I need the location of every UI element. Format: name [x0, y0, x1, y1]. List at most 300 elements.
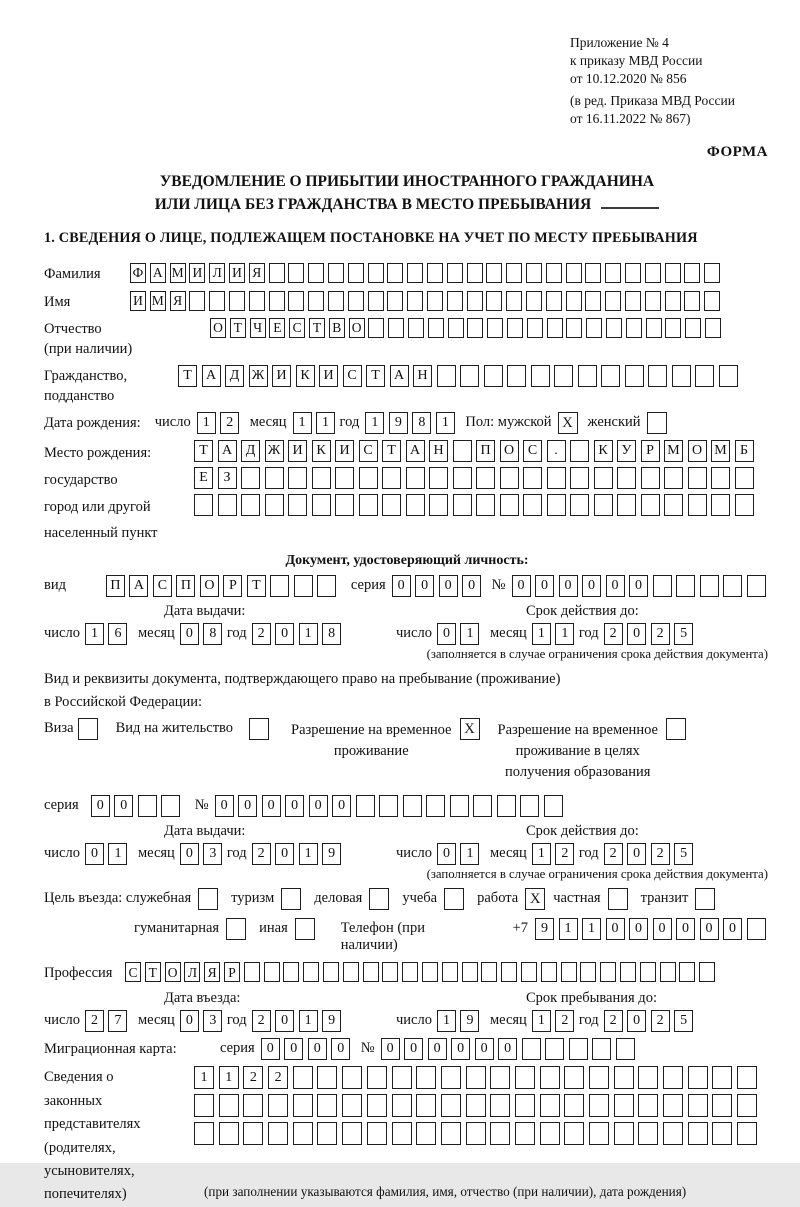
char-box[interactable] — [342, 1122, 362, 1145]
temp-residence-checkbox[interactable]: X — [460, 718, 480, 740]
char-box[interactable] — [476, 494, 495, 516]
char-box[interactable] — [704, 291, 720, 311]
char-box[interactable]: 1 — [436, 412, 455, 434]
char-box[interactable]: 0 — [723, 918, 742, 940]
char-box[interactable] — [356, 795, 375, 817]
char-box[interactable]: 0 — [285, 795, 304, 817]
char-box[interactable]: 0 — [332, 795, 351, 817]
char-box[interactable] — [645, 263, 661, 283]
char-box[interactable] — [688, 467, 707, 489]
char-box[interactable]: 0 — [606, 575, 625, 597]
char-box[interactable]: 2 — [651, 843, 670, 865]
char-box[interactable] — [506, 263, 522, 283]
char-box[interactable] — [679, 962, 695, 982]
char-box[interactable] — [684, 263, 700, 283]
char-box[interactable]: 3 — [203, 1010, 222, 1032]
char-box[interactable] — [747, 918, 766, 940]
char-box[interactable] — [723, 575, 742, 597]
char-box[interactable] — [684, 291, 700, 311]
char-box[interactable] — [288, 494, 307, 516]
char-box[interactable] — [388, 318, 404, 338]
char-box[interactable]: Ч — [250, 318, 266, 338]
char-box[interactable] — [638, 1094, 658, 1117]
char-box[interactable] — [427, 263, 443, 283]
char-box[interactable]: 0 — [114, 795, 133, 817]
char-box[interactable] — [561, 962, 577, 982]
char-box[interactable] — [441, 1066, 461, 1089]
char-box[interactable] — [312, 467, 331, 489]
char-box[interactable] — [735, 467, 754, 489]
char-box[interactable] — [288, 467, 307, 489]
char-box[interactable] — [594, 467, 613, 489]
char-box[interactable] — [617, 494, 636, 516]
char-box[interactable]: 0 — [439, 575, 458, 597]
char-box[interactable]: 0 — [498, 1038, 517, 1060]
char-box[interactable] — [566, 318, 582, 338]
char-box[interactable] — [711, 467, 730, 489]
char-box[interactable]: 1 — [460, 843, 479, 865]
char-box[interactable] — [368, 291, 384, 311]
char-box[interactable]: 0 — [415, 575, 434, 597]
char-box[interactable] — [695, 365, 714, 387]
char-box[interactable] — [448, 318, 464, 338]
sex-male-checkbox[interactable]: X — [558, 412, 578, 434]
char-box[interactable] — [467, 263, 483, 283]
char-box[interactable] — [402, 962, 418, 982]
char-box[interactable]: 1 — [316, 412, 335, 434]
char-box[interactable] — [243, 1122, 263, 1145]
char-box[interactable] — [268, 1094, 288, 1117]
char-box[interactable]: 0 — [629, 575, 648, 597]
char-box[interactable]: 1 — [293, 412, 312, 434]
char-box[interactable] — [342, 1066, 362, 1089]
char-box[interactable]: П — [476, 440, 495, 462]
purpose-transit-checkbox[interactable] — [695, 888, 715, 910]
char-box[interactable]: О — [165, 962, 181, 982]
char-box[interactable]: 2 — [651, 1010, 670, 1032]
char-box[interactable] — [161, 795, 180, 817]
char-box[interactable] — [283, 962, 299, 982]
char-box[interactable]: М — [711, 440, 730, 462]
char-box[interactable] — [546, 263, 562, 283]
char-box[interactable]: М — [664, 440, 683, 462]
char-box[interactable] — [363, 962, 379, 982]
char-box[interactable] — [367, 1066, 387, 1089]
char-box[interactable] — [712, 1094, 732, 1117]
char-box[interactable]: 2 — [243, 1066, 263, 1089]
char-box[interactable] — [269, 263, 285, 283]
char-box[interactable]: 0 — [582, 575, 601, 597]
char-box[interactable]: И — [229, 263, 245, 283]
char-box[interactable]: 0 — [512, 575, 531, 597]
char-box[interactable]: 2 — [604, 623, 623, 645]
char-box[interactable] — [442, 962, 458, 982]
char-box[interactable]: 2 — [252, 843, 271, 865]
char-box[interactable] — [735, 494, 754, 516]
char-box[interactable] — [737, 1066, 757, 1089]
char-box[interactable]: 0 — [331, 1038, 350, 1060]
char-box[interactable] — [416, 1122, 436, 1145]
char-box[interactable]: И — [319, 365, 338, 387]
char-box[interactable]: Д — [241, 440, 260, 462]
char-box[interactable]: 2 — [252, 623, 271, 645]
char-box[interactable]: 2 — [604, 843, 623, 865]
char-box[interactable] — [486, 291, 502, 311]
char-box[interactable]: 1 — [365, 412, 384, 434]
char-box[interactable] — [515, 1066, 535, 1089]
char-box[interactable] — [625, 263, 641, 283]
char-box[interactable]: 1 — [197, 412, 216, 434]
char-box[interactable] — [704, 263, 720, 283]
char-box[interactable] — [303, 962, 319, 982]
char-box[interactable]: 0 — [91, 795, 110, 817]
char-box[interactable] — [359, 467, 378, 489]
char-box[interactable] — [585, 263, 601, 283]
char-box[interactable]: 1 — [299, 1010, 318, 1032]
char-box[interactable]: 5 — [674, 843, 693, 865]
char-box[interactable]: Т — [145, 962, 161, 982]
char-box[interactable]: 9 — [322, 843, 341, 865]
purpose-private-checkbox[interactable] — [608, 888, 628, 910]
char-box[interactable] — [392, 1066, 412, 1089]
char-box[interactable]: Н — [429, 440, 448, 462]
char-box[interactable]: З — [218, 467, 237, 489]
char-box[interactable] — [476, 467, 495, 489]
temp-edu-checkbox[interactable] — [666, 718, 686, 740]
char-box[interactable] — [403, 795, 422, 817]
char-box[interactable]: К — [296, 365, 315, 387]
char-box[interactable] — [638, 1122, 658, 1145]
char-box[interactable] — [487, 318, 503, 338]
char-box[interactable]: В — [329, 318, 345, 338]
char-box[interactable]: И — [335, 440, 354, 462]
char-box[interactable] — [308, 263, 324, 283]
char-box[interactable] — [569, 1038, 588, 1060]
char-box[interactable]: 0 — [261, 1038, 280, 1060]
char-box[interactable]: Б — [735, 440, 754, 462]
char-box[interactable]: О — [500, 440, 519, 462]
char-box[interactable]: 0 — [627, 843, 646, 865]
char-box[interactable] — [737, 1122, 757, 1145]
char-box[interactable] — [646, 318, 662, 338]
char-box[interactable]: 2 — [268, 1066, 288, 1089]
char-box[interactable] — [688, 1122, 708, 1145]
char-box[interactable]: 0 — [275, 843, 294, 865]
char-box[interactable] — [614, 1122, 634, 1145]
char-box[interactable]: 0 — [275, 1010, 294, 1032]
char-box[interactable] — [663, 1066, 683, 1089]
char-box[interactable] — [453, 440, 472, 462]
char-box[interactable]: 1 — [532, 843, 551, 865]
char-box[interactable] — [317, 1066, 337, 1089]
char-box[interactable] — [293, 1122, 313, 1145]
char-box[interactable]: 8 — [322, 623, 341, 645]
char-box[interactable] — [526, 263, 542, 283]
visa-checkbox[interactable] — [78, 718, 98, 740]
char-box[interactable]: Е — [269, 318, 285, 338]
char-box[interactable] — [219, 1094, 239, 1117]
char-box[interactable]: И — [130, 291, 146, 311]
char-box[interactable] — [665, 291, 681, 311]
char-box[interactable]: 0 — [215, 795, 234, 817]
char-box[interactable] — [547, 494, 566, 516]
char-box[interactable]: С — [153, 575, 172, 597]
char-box[interactable]: 0 — [475, 1038, 494, 1060]
char-box[interactable] — [664, 467, 683, 489]
char-box[interactable] — [268, 1122, 288, 1145]
char-box[interactable] — [645, 291, 661, 311]
char-box[interactable]: 0 — [284, 1038, 303, 1060]
char-box[interactable] — [500, 467, 519, 489]
char-box[interactable]: 1 — [532, 1010, 551, 1032]
char-box[interactable]: 9 — [389, 412, 408, 434]
char-box[interactable]: 1 — [532, 623, 551, 645]
char-box[interactable] — [719, 365, 738, 387]
purpose-tourism-checkbox[interactable] — [281, 888, 301, 910]
char-box[interactable] — [392, 1122, 412, 1145]
char-box[interactable] — [540, 1122, 560, 1145]
char-box[interactable]: О — [210, 318, 226, 338]
char-box[interactable] — [546, 291, 562, 311]
char-box[interactable] — [523, 494, 542, 516]
char-box[interactable] — [490, 1094, 510, 1117]
char-box[interactable] — [460, 365, 479, 387]
char-box[interactable] — [570, 494, 589, 516]
char-box[interactable] — [270, 575, 289, 597]
char-box[interactable] — [547, 318, 563, 338]
char-box[interactable] — [382, 467, 401, 489]
char-box[interactable] — [335, 494, 354, 516]
char-box[interactable] — [466, 1122, 486, 1145]
char-box[interactable] — [700, 575, 719, 597]
char-box[interactable] — [606, 318, 622, 338]
char-box[interactable]: 1 — [555, 623, 574, 645]
char-box[interactable]: К — [312, 440, 331, 462]
char-box[interactable] — [408, 318, 424, 338]
char-box[interactable] — [515, 1094, 535, 1117]
char-box[interactable] — [194, 1122, 214, 1145]
char-box[interactable] — [747, 575, 766, 597]
char-box[interactable]: 1 — [582, 918, 601, 940]
char-box[interactable] — [219, 1122, 239, 1145]
char-box[interactable]: Я — [204, 962, 220, 982]
char-box[interactable]: Д — [225, 365, 244, 387]
char-box[interactable] — [540, 1066, 560, 1089]
char-box[interactable]: 0 — [309, 795, 328, 817]
char-box[interactable] — [526, 291, 542, 311]
char-box[interactable] — [527, 318, 543, 338]
char-box[interactable] — [564, 1122, 584, 1145]
char-box[interactable]: Я — [170, 291, 186, 311]
char-box[interactable] — [641, 494, 660, 516]
char-box[interactable]: А — [150, 263, 166, 283]
char-box[interactable] — [328, 291, 344, 311]
char-box[interactable]: 1 — [559, 918, 578, 940]
char-box[interactable]: 1 — [437, 1010, 456, 1032]
char-box[interactable] — [544, 795, 563, 817]
char-box[interactable]: У — [617, 440, 636, 462]
char-box[interactable]: 0 — [180, 843, 199, 865]
char-box[interactable] — [218, 494, 237, 516]
char-box[interactable] — [614, 1094, 634, 1117]
char-box[interactable]: Р — [641, 440, 660, 462]
char-box[interactable]: Е — [194, 467, 213, 489]
char-box[interactable] — [243, 1094, 263, 1117]
char-box[interactable] — [660, 962, 676, 982]
char-box[interactable] — [294, 575, 313, 597]
char-box[interactable]: П — [106, 575, 125, 597]
char-box[interactable] — [648, 365, 667, 387]
purpose-work-checkbox[interactable]: X — [525, 888, 545, 910]
char-box[interactable]: 0 — [629, 918, 648, 940]
char-box[interactable] — [264, 962, 280, 982]
char-box[interactable]: Т — [178, 365, 197, 387]
char-box[interactable] — [194, 1094, 214, 1117]
char-box[interactable]: 0 — [275, 623, 294, 645]
char-box[interactable]: 0 — [404, 1038, 423, 1060]
char-box[interactable]: 5 — [674, 1010, 693, 1032]
char-box[interactable] — [547, 467, 566, 489]
char-box[interactable]: 0 — [180, 623, 199, 645]
char-box[interactable] — [663, 1122, 683, 1145]
char-box[interactable]: И — [272, 365, 291, 387]
char-box[interactable] — [589, 1094, 609, 1117]
char-box[interactable] — [554, 365, 573, 387]
char-box[interactable] — [293, 1094, 313, 1117]
char-box[interactable]: 7 — [108, 1010, 127, 1032]
char-box[interactable] — [359, 494, 378, 516]
char-box[interactable]: 1 — [299, 623, 318, 645]
char-box[interactable] — [515, 1122, 535, 1145]
char-box[interactable] — [620, 962, 636, 982]
char-box[interactable] — [688, 1094, 708, 1117]
char-box[interactable] — [467, 318, 483, 338]
char-box[interactable]: 2 — [555, 843, 574, 865]
char-box[interactable]: 0 — [392, 575, 411, 597]
char-box[interactable]: 0 — [627, 623, 646, 645]
char-box[interactable] — [209, 291, 225, 311]
char-box[interactable] — [605, 263, 621, 283]
char-box[interactable] — [416, 1066, 436, 1089]
char-box[interactable] — [490, 1122, 510, 1145]
char-box[interactable] — [737, 1094, 757, 1117]
char-box[interactable] — [564, 1094, 584, 1117]
char-box[interactable] — [601, 365, 620, 387]
char-box[interactable] — [426, 795, 445, 817]
char-box[interactable] — [570, 467, 589, 489]
char-box[interactable] — [566, 263, 582, 283]
char-box[interactable]: 1 — [460, 623, 479, 645]
char-box[interactable]: А — [129, 575, 148, 597]
char-box[interactable]: А — [218, 440, 237, 462]
char-box[interactable] — [665, 318, 681, 338]
char-box[interactable] — [672, 365, 691, 387]
char-box[interactable] — [711, 494, 730, 516]
char-box[interactable] — [428, 318, 444, 338]
char-box[interactable] — [453, 467, 472, 489]
char-box[interactable] — [387, 263, 403, 283]
char-box[interactable]: 0 — [676, 918, 695, 940]
char-box[interactable]: А — [390, 365, 409, 387]
char-box[interactable] — [545, 1038, 564, 1060]
purpose-study-checkbox[interactable] — [444, 888, 464, 910]
char-box[interactable] — [342, 1094, 362, 1117]
char-box[interactable] — [490, 1066, 510, 1089]
char-box[interactable] — [484, 365, 503, 387]
char-box[interactable] — [585, 291, 601, 311]
char-box[interactable] — [466, 1066, 486, 1089]
char-box[interactable]: 0 — [653, 918, 672, 940]
char-box[interactable] — [407, 291, 423, 311]
char-box[interactable] — [653, 575, 672, 597]
char-box[interactable] — [348, 291, 364, 311]
char-box[interactable] — [486, 263, 502, 283]
char-box[interactable] — [328, 263, 344, 283]
char-box[interactable] — [441, 1122, 461, 1145]
char-box[interactable] — [348, 263, 364, 283]
char-box[interactable] — [416, 1094, 436, 1117]
char-box[interactable]: 0 — [462, 575, 481, 597]
char-box[interactable] — [293, 1066, 313, 1089]
char-box[interactable]: Р — [223, 575, 242, 597]
char-box[interactable]: И — [288, 440, 307, 462]
char-box[interactable] — [566, 291, 582, 311]
char-box[interactable] — [578, 365, 597, 387]
char-box[interactable]: М — [150, 291, 166, 311]
char-box[interactable] — [406, 494, 425, 516]
char-box[interactable]: О — [349, 318, 365, 338]
char-box[interactable]: 0 — [428, 1038, 447, 1060]
char-box[interactable] — [688, 1066, 708, 1089]
char-box[interactable]: 2 — [604, 1010, 623, 1032]
sex-female-checkbox[interactable] — [647, 412, 667, 434]
char-box[interactable] — [688, 494, 707, 516]
char-box[interactable] — [450, 795, 469, 817]
char-box[interactable] — [638, 1066, 658, 1089]
char-box[interactable]: Т — [309, 318, 325, 338]
char-box[interactable]: Т — [382, 440, 401, 462]
char-box[interactable]: С — [523, 440, 542, 462]
char-box[interactable] — [500, 494, 519, 516]
char-box[interactable] — [580, 962, 596, 982]
char-box[interactable]: 9 — [322, 1010, 341, 1032]
char-box[interactable]: 0 — [238, 795, 257, 817]
char-box[interactable]: Я — [249, 263, 265, 283]
char-box[interactable]: Т — [194, 440, 213, 462]
char-box[interactable] — [382, 494, 401, 516]
char-box[interactable] — [592, 1038, 611, 1060]
char-box[interactable] — [676, 575, 695, 597]
char-box[interactable] — [712, 1066, 732, 1089]
char-box[interactable] — [501, 962, 517, 982]
char-box[interactable]: 2 — [555, 1010, 574, 1032]
char-box[interactable] — [507, 365, 526, 387]
char-box[interactable] — [429, 467, 448, 489]
char-box[interactable] — [382, 962, 398, 982]
char-box[interactable]: 0 — [180, 1010, 199, 1032]
char-box[interactable] — [626, 318, 642, 338]
char-box[interactable] — [249, 291, 265, 311]
char-box[interactable] — [317, 575, 336, 597]
char-box[interactable] — [427, 291, 443, 311]
char-box[interactable]: 0 — [559, 575, 578, 597]
char-box[interactable] — [614, 1066, 634, 1089]
char-box[interactable] — [422, 962, 438, 982]
char-box[interactable]: 5 — [674, 623, 693, 645]
char-box[interactable]: 1 — [219, 1066, 239, 1089]
purpose-other-checkbox[interactable] — [295, 918, 315, 940]
char-box[interactable]: С — [359, 440, 378, 462]
